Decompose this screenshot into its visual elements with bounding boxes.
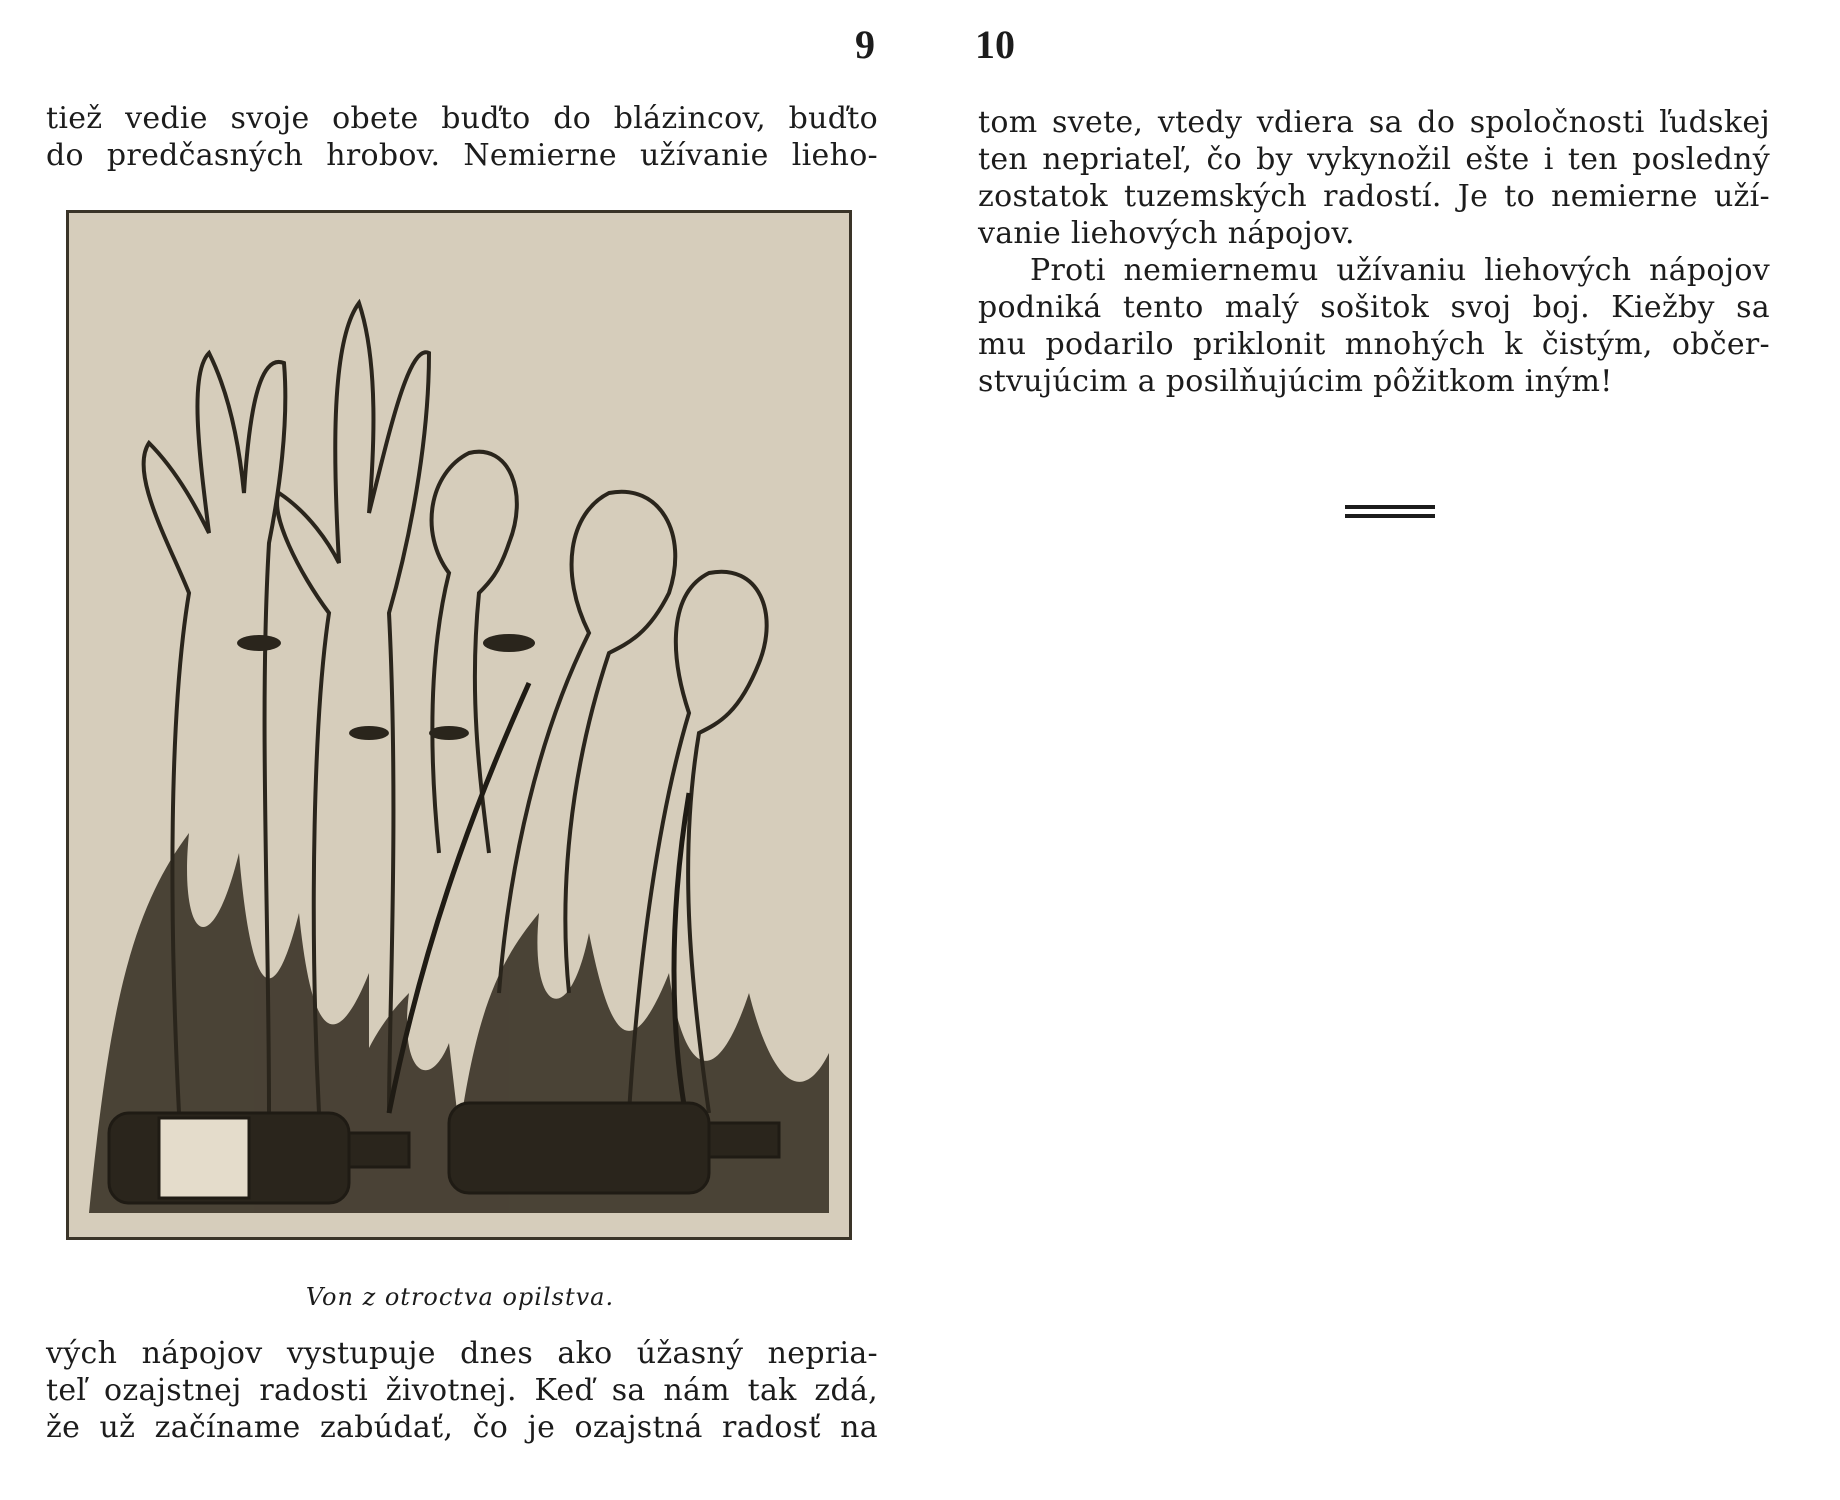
text-line: tom svete, vtedy vdiera sa do spoločnosti ľudskej	[978, 105, 1770, 140]
page-number-right: 10	[975, 22, 1015, 67]
illustration-drawing	[69, 213, 849, 1237]
left-page-bottom-text	[46, 1335, 878, 1446]
figure-caption: Von z otroctva opilstva.	[305, 1283, 615, 1311]
text-line: ten nepriateľ, čo by vykynožil ešte i ten posledný	[978, 142, 1770, 177]
page-number-left: 9	[855, 22, 875, 67]
text-line: zostatok tuzemských radostí. Je to nemierne uží-	[978, 179, 1770, 214]
text-line: do predčasných hrobov. Nemierne užívanie lieho-	[46, 138, 878, 173]
rule-line	[1345, 514, 1435, 518]
right-page-text	[978, 104, 1770, 400]
end-ornament-rule	[1345, 505, 1435, 523]
rule-line	[1345, 505, 1435, 509]
text-line: mu podarilo priklonit mnohých k čistým, občer-	[978, 327, 1770, 362]
text-line: vých nápojov vystupuje dnes ako úžasný nepria-	[46, 1336, 878, 1371]
text-line: teľ ozajstnej radosti životnej. Keď sa nám tak zdá,	[46, 1373, 878, 1408]
text-line: Proti nemiernemu užívaniu liehových nápojov	[1030, 253, 1770, 288]
text-line: stvujúcim a posilňujúcim pôžitkom iným!	[978, 364, 1613, 399]
text-line: že už začíname zabúdať, čo je ozajstná radosť na	[46, 1410, 878, 1445]
text-line: podniká tento malý sošitok svoj boj. Kiežby sa	[978, 290, 1770, 325]
text-line: tiež vedie svoje obete buďto do blázincov, buďto	[46, 101, 878, 136]
text-line: vanie liehových nápojov.	[978, 216, 1355, 251]
illustration-chained-hands-in-flames	[66, 210, 852, 1240]
left-page-top-text	[46, 100, 878, 174]
